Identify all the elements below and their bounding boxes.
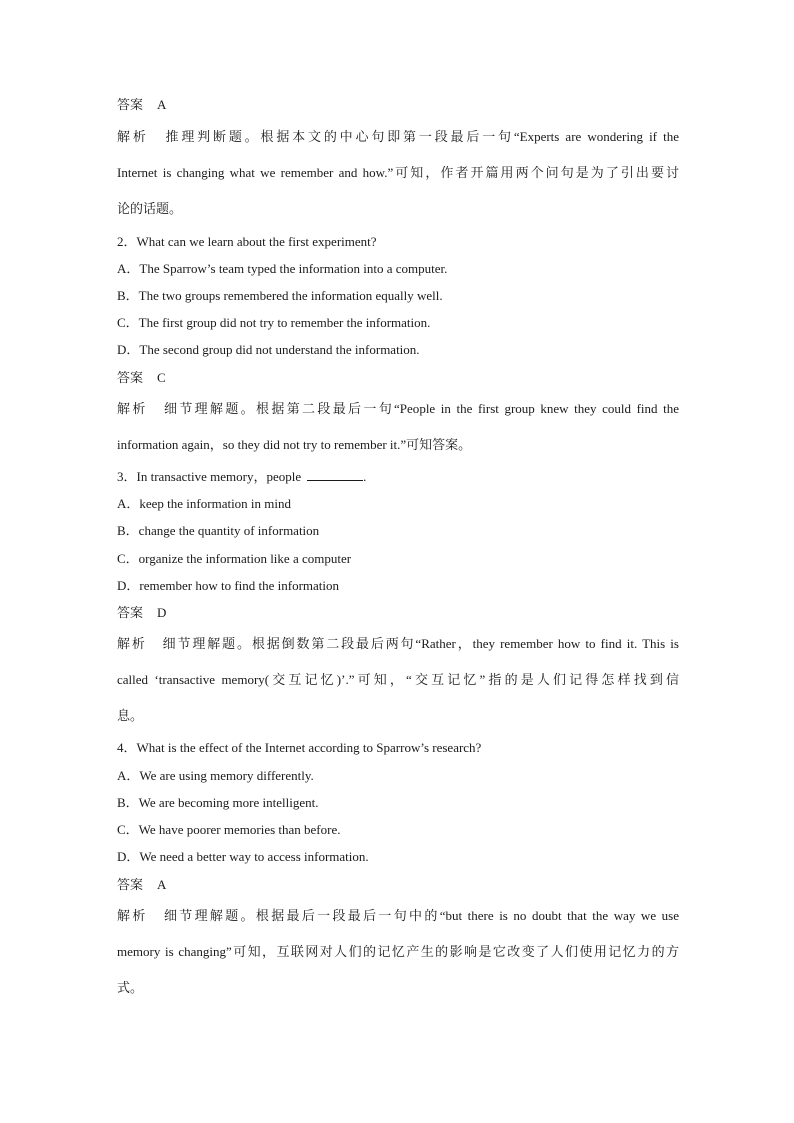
analysis-line-q2-2: information again，so they did not try to remember it.”可知答案。 (117, 437, 472, 452)
analysis-line-q2-1 (117, 401, 679, 417)
answer-value: A (157, 97, 167, 112)
question-3 (117, 469, 366, 485)
answer-value: A (157, 877, 167, 892)
answer-line-q3 (117, 605, 166, 621)
answer-line-q1 (117, 97, 166, 113)
analysis-label: 解析 (117, 401, 148, 416)
analysis-label: 解析 (117, 636, 147, 651)
answer-blank (307, 469, 363, 481)
answer-value: C (157, 370, 166, 385)
q2-option-b: B．The two groups remembered the information equally well. (117, 288, 443, 303)
question-3-text: 3．In transactive memory，people (117, 469, 302, 484)
analysis-text: 细节理解题。根据倒数第二段最后两句“Rather，they remember how to find it. This is (160, 636, 679, 651)
analysis-line-q4-2: memory is changing”可知，互联网对人们的记忆产生的影响是它改变了人们使用记忆力的方 (117, 944, 679, 959)
q3-option-d: D．remember how to find the information (117, 578, 340, 593)
analysis-line-q1-1 (117, 129, 679, 145)
q4-option-c: C．We have poorer memories than before. (117, 822, 341, 837)
answer-label: 答案 (117, 370, 144, 385)
analysis-line-q1-2: Internet is changing what we remember and how.”可知，作者开篇用两个问句是为了引出要讨 (117, 165, 679, 180)
question-3-end: . (363, 469, 367, 484)
analysis-line-q4-3: 式。 (117, 980, 144, 995)
answer-line-q4 (117, 877, 166, 893)
question-4: 4．What is the effect of the Internet according to Sparrow’s research? (117, 740, 482, 755)
analysis-line-q3-1 (117, 636, 679, 652)
analysis-label: 解析 (117, 129, 149, 144)
answer-label: 答案 (117, 877, 144, 892)
answer-value: D (157, 605, 167, 620)
q2-option-d: D．The second group did not understand the information. (117, 342, 420, 357)
q2-option-c: C．The first group did not try to remember the information. (117, 315, 431, 330)
answer-label: 答案 (117, 605, 144, 620)
analysis-text: 细节理解题。根据第二段最后一句“People in the first group knew they could find the (161, 401, 679, 416)
analysis-line-q3-2: called ‘transactive memory(交互记忆)’.”可知，“交互记忆”指的是人们记得怎样找到信 (117, 672, 679, 687)
answer-line-q2 (117, 370, 166, 386)
q2-option-a: A．The Sparrow’s team typed the information into a computer. (117, 261, 448, 276)
q4-option-a: A．We are using memory differently. (117, 768, 314, 783)
q3-option-a: A．keep the information in mind (117, 496, 292, 511)
answer-label: 答案 (117, 97, 144, 112)
analysis-line-q4-1 (117, 908, 679, 924)
analysis-line-q1-3: 论的话题。 (117, 201, 183, 216)
q4-option-b: B．We are becoming more intelligent. (117, 795, 319, 810)
analysis-text: 推理判断题。根据本文的中心句即第一段最后一句“Experts are wondering if the (162, 129, 679, 144)
analysis-text: 细节理解题。根据最后一段最后一句中的“but there is no doubt that the way we use (161, 908, 679, 923)
q3-option-b: B．change the quantity of information (117, 523, 320, 538)
analysis-line-q3-3: 息。 (117, 708, 144, 723)
q3-option-c: C．organize the information like a computer (117, 551, 352, 566)
q4-option-d: D．We need a better way to access information. (117, 849, 369, 864)
question-2: 2．What can we learn about the first experiment? (117, 234, 377, 249)
analysis-label: 解析 (117, 908, 148, 923)
